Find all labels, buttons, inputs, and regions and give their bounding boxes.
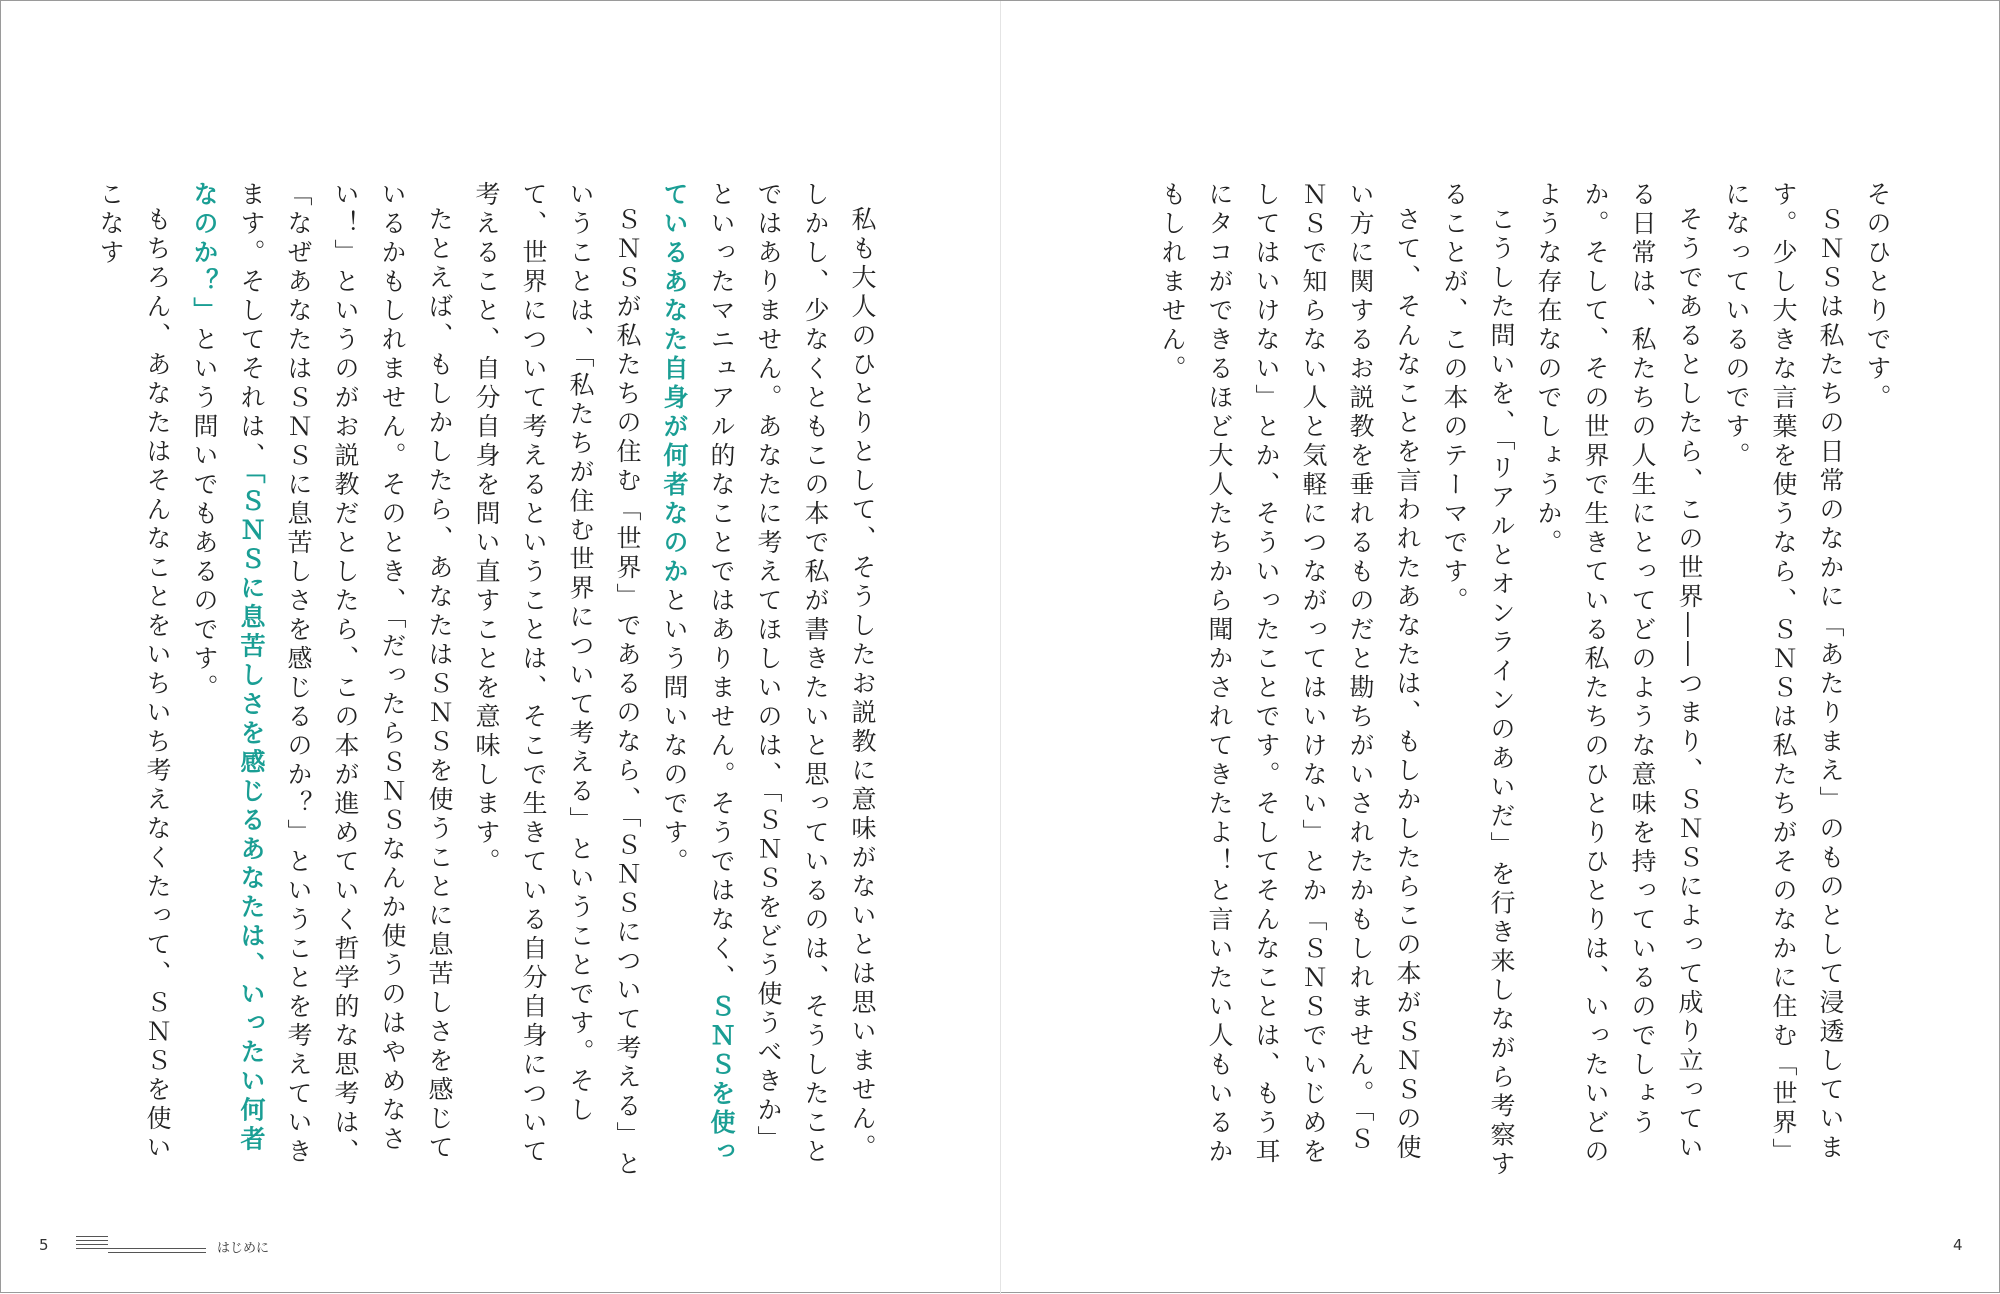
right-page-body xyxy=(1141,181,1901,1181)
paragraph: さて、そんなことを言われたあなたは、もしかしたらこの本がＳＮＳの使い方に関するお説教を垂れるものだと勘ちがいされたかもしれません。「ＳＮＳで知らない人と気軽につながってはいけない」とか「ＳＮＳでいじめをしてはいけない」とか、そういったことです。そしてそんなことは、もう耳にタコができるほど大人たちから聞かされてきたよ！と言いたい人もいるかもしれません。 xyxy=(1158,181,1422,1167)
page-gutter xyxy=(1000,1,1001,1294)
highlighted-question: 「ＳＮＳに息苦しさを感じるあなたは、いったい何者なのか？」 xyxy=(190,181,266,1155)
paragraph xyxy=(181,181,463,1181)
page-number-left: 5 xyxy=(39,1236,49,1254)
left-page-body xyxy=(96,181,886,1181)
running-head-ornament xyxy=(76,1233,206,1255)
paragraph: そのひとりです。 xyxy=(1863,181,1892,413)
text-run: という問いなのです。 xyxy=(660,587,689,877)
text-run: という問いでもあるのです。 xyxy=(190,326,219,703)
page-number-right: 4 xyxy=(1953,1236,1963,1254)
paragraph xyxy=(651,181,886,1181)
text-run: たとえば、もしかしたら、あなたはＳＮＳを使うことに息苦しさを感じているかもしれません。そのとき、「だったらＳＮＳなんか使うのはやめなさい！」というのがお説教だとしたら、この本が進めていく哲学的な思考は、「なぜあなたはＳＮＳに息苦しさを感じるのか？」ということを考えていきます。そしてそれは、 xyxy=(237,181,454,1167)
paragraph: もちろん、あなたはそんなことをいちいち考えなくたって、ＳＮＳを使いこなす xyxy=(96,181,172,1163)
paragraph: ＳＮＳが私たちの住む「世界」であるのなら、「ＳＮＳについて考える」ということは、「私たちが住む世界について考える」ということです。そして、世界について考えるということは、そこで生きている自分自身について考えること、自分自身を問い直すことを意味します。 xyxy=(472,181,642,1180)
paragraph: こうした問いを、「リアルとオンラインのあいだ」を行き来しながら考察することが、この本のテーマです。 xyxy=(1440,181,1516,1180)
paragraph: そうであるとしたら、この世界――つまり、ＳＮＳによって成り立っている日常は、私たちの人生にとってどのような意味を持っているのでしょうか。そして、その世界で生きている私たちのひとりひとりは、いったいどのような存在なのでしょうか。 xyxy=(1534,181,1704,1167)
text-run: 私も大人のひとりとして、そうしたお説教に意味がないとは思いません。しかし、少なくともこの本で私が書きたいと思っているのは、そうしたことではありません。あなたに考えてほしいのは、「ＳＮＳをどう使うべきか」といったマニュアル的なことではありません。そうではなく、 xyxy=(707,181,877,1167)
paragraph: ＳＮＳは私たちの日常のなかに「あたりまえ」のものとして浸透しています。少し大きな言葉を使うなら、ＳＮＳは私たちがそのなかに住む「世界」になっているのです。 xyxy=(1722,181,1845,1167)
highlighted-question: ＳＮＳを使っているあなた自身が何者なのか xyxy=(660,181,736,1167)
running-head: はじめに xyxy=(217,1241,270,1256)
